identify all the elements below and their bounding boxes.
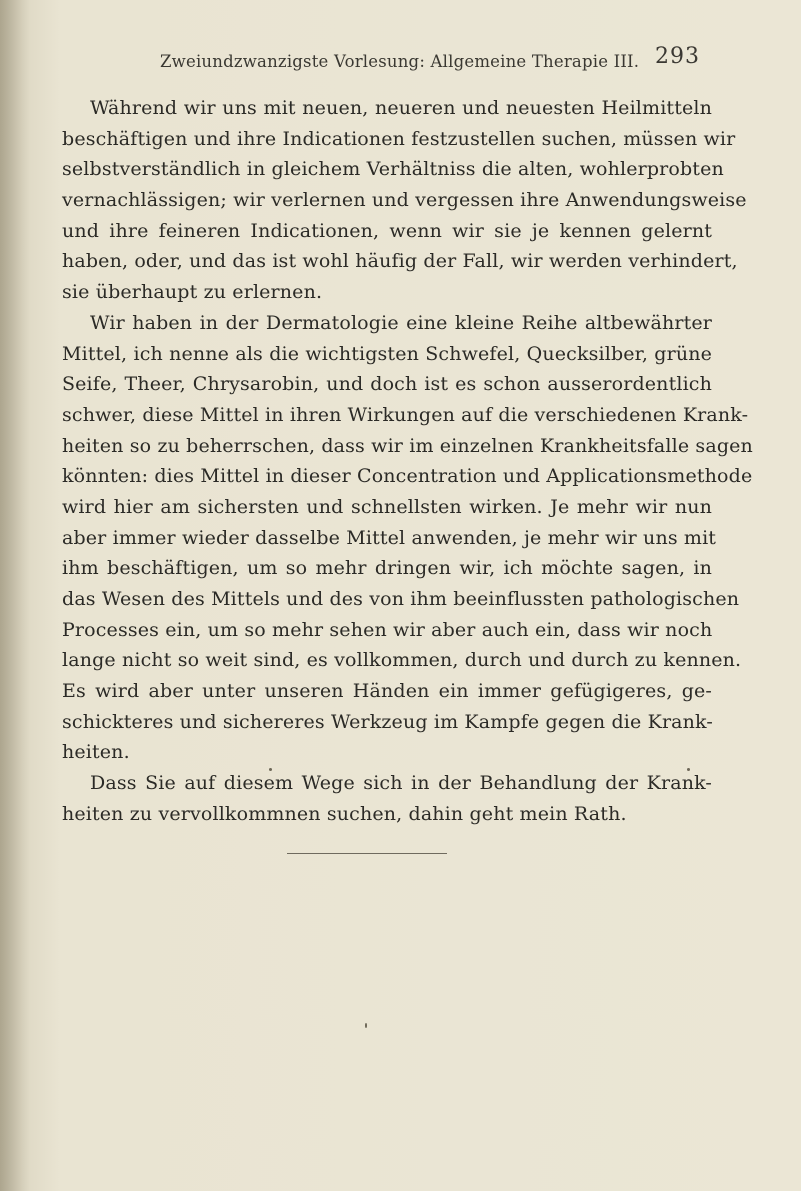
text-line: heiten zu vervollkommnen suchen, dahin geht mein Rath. bbox=[62, 802, 627, 825]
text-line: schwer, diese Mittel in ihren Wirkungen auf die verschiedenen Krank- bbox=[62, 403, 749, 426]
text-line: haben, oder, und das ist wohl häufig der Fall, wir werden verhindert, bbox=[62, 250, 738, 273]
text-line: Seife, Theer, Chrysarobin, und doch ist es schon ausserordentlich bbox=[62, 373, 712, 396]
text-line: das Wesen des Mittels und des von ihm beeinflussten pathologischen bbox=[62, 588, 740, 610]
text-line: beschäftigen und ihre Indicationen festzustellen suchen, müssen wir bbox=[62, 127, 736, 150]
spine-shadow bbox=[0, 0, 30, 1191]
page-number: 293 bbox=[655, 44, 700, 69]
text-line: ihm beschäftigen, um so mehr dringen wir, ich möchte sagen, in bbox=[62, 557, 712, 580]
text-line: Es wird aber unter unseren Händen ein immer gefügigeres, ge- bbox=[62, 680, 712, 703]
text-line: schickteres und sichereres Werkzeug im Kampfe gegen die Krank- bbox=[62, 710, 713, 733]
text-line: selbstverständlich in gleichem Verhältniss die alten, wohlerprobten bbox=[62, 158, 724, 181]
text-line: Dass Sie auf diesem Wege sich in der Behandlung der Krank- bbox=[90, 772, 712, 795]
paragraph bbox=[62, 93, 747, 308]
text-line: Mittel, ich nenne als die wichtigsten Schwefel, Quecksilber, grüne bbox=[62, 342, 712, 365]
text-line: vernachlässigen; wir verlernen und vergessen ihre Anwendungsweise bbox=[62, 189, 747, 212]
paragraph bbox=[62, 308, 753, 768]
text-line: Während wir uns mit neuen, neueren und neuesten Heilmitteln bbox=[90, 97, 712, 119]
text-line: und ihre feineren Indicationen, wenn wir sie je kennen gelernt bbox=[62, 219, 712, 242]
text-line: heiten. bbox=[62, 741, 130, 764]
text-line: wird hier am sichersten und schnellsten wirken. Je mehr wir nun bbox=[62, 495, 712, 518]
print-speck bbox=[687, 768, 690, 771]
print-speck bbox=[365, 1023, 367, 1028]
text-line: heiten so zu beherrschen, dass wir im einzelnen Krankheitsfalle sagen bbox=[62, 434, 753, 457]
text-line: Wir haben in der Dermatologie eine kleine Reihe altbewährter bbox=[90, 311, 712, 334]
text-line: sie überhaupt zu erlernen. bbox=[62, 281, 323, 304]
running-head: Zweiundzwanzigste Vorlesung: Allgemeine Therapie III. bbox=[160, 52, 640, 71]
text-line: Processes ein, um so mehr sehen wir aber auch ein, dass wir noch bbox=[62, 618, 713, 641]
body-text bbox=[62, 93, 753, 830]
text-line: lange nicht so weit sind, es vollkommen, durch und durch zu kennen. bbox=[62, 649, 742, 672]
print-speck bbox=[269, 768, 272, 771]
text-line: aber immer wieder dasselbe Mittel anwenden, je mehr wir uns mit bbox=[62, 526, 717, 549]
section-end-rule bbox=[287, 853, 447, 854]
paragraph bbox=[62, 768, 712, 829]
text-line: könnten: dies Mittel in dieser Concentration und Applicationsmethode bbox=[62, 465, 753, 488]
